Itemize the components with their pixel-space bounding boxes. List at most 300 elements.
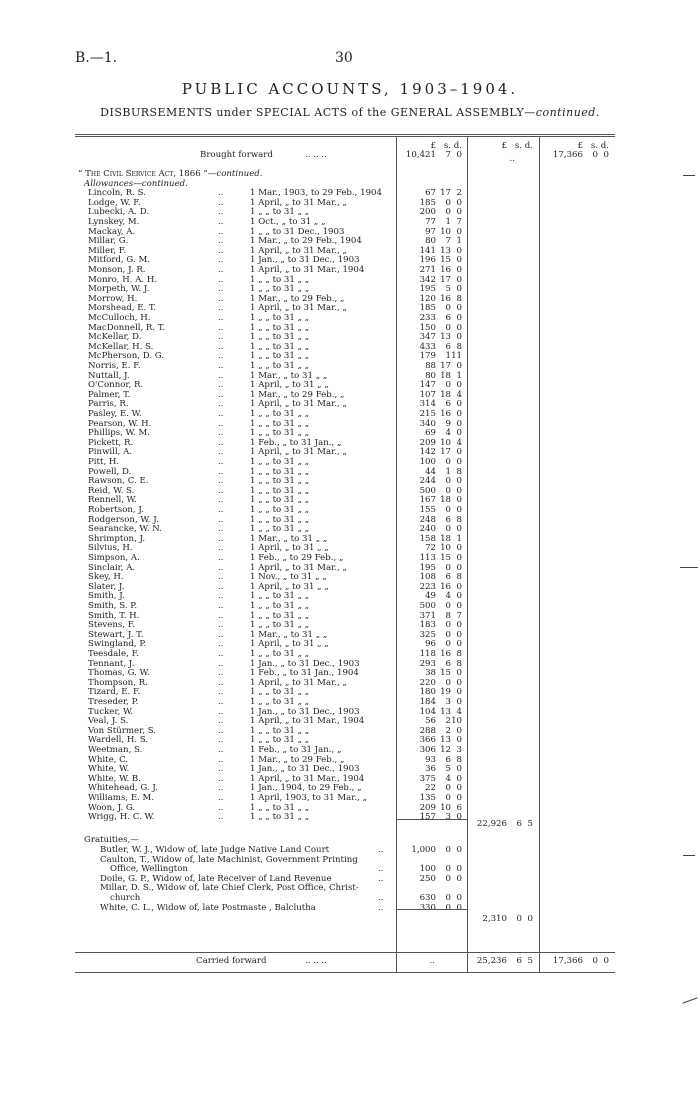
allowance-recipient: MacDonnell, R. T. — [88, 322, 166, 333]
column-header-shillings: s. — [590, 141, 598, 151]
allowance-amount: 375 — [419, 773, 436, 784]
allowance-amount: 3 — [445, 812, 451, 823]
allowance-amount: 6 — [445, 572, 451, 583]
allowance-period: 1 Mar., „ to 29 Feb., 1904 — [250, 236, 362, 247]
leader-dots: .. — [218, 601, 224, 611]
allowance-amount: 8 — [456, 514, 462, 525]
allowance-amount: 0 — [456, 677, 462, 688]
leader-dots: .. — [218, 236, 224, 247]
allowance-amount: 347 — [419, 332, 436, 343]
gratuity-amount: 0 — [456, 902, 462, 913]
gratuity-amount: 0 — [445, 902, 451, 913]
allowance-period: 1 April, „ to 31 Mar., „ — [250, 447, 347, 458]
allowance-period: 1 „ „ to 31 „ „ — [250, 812, 310, 823]
leader-dots: .. — [218, 783, 224, 794]
allowance-period: 1 „ „ to 31 „ „ — [250, 274, 310, 285]
allowance-amount: 0 — [456, 313, 462, 323]
allowance-recipient: Simpson, A. — [88, 553, 140, 563]
allowance-recipient: Pinwill, A. — [88, 447, 133, 458]
allowance-amount: 195 — [419, 284, 436, 295]
allowance-amount: 0 — [445, 380, 451, 391]
allowance-recipient: Robertson, J. — [88, 505, 144, 515]
allowance-period: 1 „ „ to 31 „ „ — [250, 418, 310, 429]
allowance-amount: 0 — [456, 697, 462, 707]
leader-dots: .. — [378, 873, 384, 884]
allowance-period: 1 „ „ to 31 „ „ — [250, 725, 310, 736]
allowance-amount: 0 — [445, 322, 451, 333]
allowance-amount: 0 — [456, 581, 462, 592]
allowance-amount: 16 — [440, 581, 451, 592]
allowance-period: 1 April, „ to 31 „ „ — [250, 380, 329, 391]
allowance-recipient: Norris, E. F. — [88, 361, 141, 371]
leader-dots: .. — [218, 313, 224, 323]
leader-dots: .. — [218, 812, 224, 823]
allowance-amount: 0 — [445, 457, 451, 467]
allowance-recipient: Silvius, H. — [88, 543, 133, 554]
allowance-recipient: Stevens, F. — [88, 620, 136, 631]
column-rule-2 — [467, 136, 468, 972]
allowance-amount: 1 — [456, 533, 462, 544]
leader-dots: .. — [218, 188, 224, 199]
allowance-recipient: Pasley, E. W. — [88, 409, 142, 419]
allowance-recipient: Williams, E. M. — [88, 793, 155, 803]
allowance-period: 1 „ „ to 31 „ „ — [250, 524, 310, 535]
allowance-amount: 0 — [456, 562, 462, 573]
allowance-amount: 0 — [456, 428, 462, 439]
allowance-period: 1 „ „ to 31 „ „ — [250, 284, 310, 295]
leader-dots: .. — [218, 495, 224, 506]
allowance-amount: 0 — [445, 620, 451, 631]
allowance-amount: 0 — [445, 505, 451, 515]
allowance-amount: 0 — [456, 485, 462, 496]
leader-dots: .. — [378, 845, 384, 855]
subtotal-rule — [397, 909, 467, 910]
leader-dots: .. — [218, 716, 224, 727]
allowance-amount: 167 — [419, 495, 436, 506]
allowance-amount: 0 — [445, 639, 451, 650]
leader-dots: .. — [218, 754, 224, 765]
brought-forward-total: 0 — [592, 150, 598, 160]
column-header-shillings: s. — [443, 141, 451, 151]
allowance-amount: 7 — [456, 610, 462, 621]
allowance-amount: 100 — [419, 457, 436, 467]
allowance-amount: 0 — [456, 361, 462, 371]
allowance-amount: 1 — [445, 466, 451, 477]
allowance-amount: 0 — [456, 793, 462, 803]
allowance-amount: 6 — [445, 754, 451, 765]
allowance-period: 1 „ „ to 31 „ „ — [250, 495, 310, 506]
margin-mark — [680, 567, 698, 568]
allowance-amount: 16 — [440, 409, 451, 419]
gratuity-amount: 0 — [456, 893, 462, 903]
allowance-recipient: Reid, W. S. — [88, 485, 135, 496]
allowance-amount: 10 — [440, 437, 451, 448]
leader-dots: .. — [218, 677, 224, 688]
gratuity-recipient: Millar, D. S., Widow of, late Chief Clerk, Post Office, Christ- — [100, 883, 359, 894]
allowance-amount: 17 — [440, 188, 451, 199]
leader-dots: .. — [218, 706, 224, 717]
allowance-recipient: McCulloch, H. — [88, 313, 151, 323]
allowance-recipient: Weetman, S. — [88, 745, 143, 755]
allowance-amount: 38 — [425, 668, 436, 679]
brought-forward-amount: 10,421 — [405, 150, 436, 160]
allowance-amount: 2 — [445, 725, 451, 736]
leader-dots: .. — [218, 745, 224, 755]
allowance-amount: 5 — [445, 284, 451, 295]
allowance-amount: 0 — [456, 476, 462, 487]
allowance-amount: 108 — [419, 572, 436, 583]
subtitle-main: DISBURSEMENTS under SPECIAL ACTS of the GENERAL ASSEMBLY— — [100, 106, 536, 119]
leader-dots: .. — [218, 284, 224, 295]
leader-dots: .. — [218, 485, 224, 496]
allowance-amount: 15 — [440, 668, 451, 679]
allowance-period: 1 April, 1903, to 31 Mar., „ — [250, 793, 368, 803]
leader-dots: .. — [218, 524, 224, 535]
allowance-amount: 3 — [445, 697, 451, 707]
allowance-amount: 0 — [456, 668, 462, 679]
allowance-amount: 72 — [425, 543, 436, 554]
leader-dots: .. — [218, 303, 224, 314]
column-header-pounds: £ — [577, 141, 583, 151]
table-bottom-rule — [75, 972, 615, 973]
allowance-recipient: Powell, D. — [88, 466, 132, 477]
report-reference: B.—1. — [75, 50, 118, 66]
leader-dots: .. — [218, 629, 224, 640]
gratuities-total: 0 — [527, 914, 533, 925]
allowance-amount: 67 — [425, 188, 436, 199]
allowance-amount: 0 — [456, 226, 462, 237]
allowance-amount: 4 — [445, 773, 451, 784]
leader-dots: .. — [218, 428, 224, 439]
allowance-period: 1 April, „ to 31 Mar., „ — [250, 245, 347, 256]
column-header-pence: d. — [453, 141, 462, 151]
allowance-amount: 8 — [456, 341, 462, 352]
allowance-amount: 16 — [440, 649, 451, 659]
allowance-amount: 3 — [456, 745, 462, 755]
allowance-recipient: Stewart, J. T. — [88, 629, 144, 640]
allowance-recipient: Skey, H. — [88, 572, 124, 583]
allowance-amount: 0 — [456, 591, 462, 602]
allowance-recipient: Mackay, A. — [88, 226, 136, 237]
allowance-amount: 88 — [425, 361, 436, 371]
allowance-amount: 147 — [419, 380, 436, 391]
leader-dots: .. — [218, 418, 224, 429]
gratuity-amount: 0 — [456, 873, 462, 884]
leader-dots: .. — [218, 370, 224, 381]
leader-dots: .. — [218, 197, 224, 208]
brought-forward-amount: 7 — [445, 150, 451, 160]
allowance-amount: 244 — [419, 476, 436, 487]
gratuity-amount: 100 — [419, 864, 436, 875]
allowance-recipient: Palmer, T. — [88, 389, 131, 400]
allowance-amount: 0 — [456, 409, 462, 419]
act-title: “ The Civil Service Act, 1866 ”— — [78, 169, 217, 179]
allowance-recipient: Treseder, P. — [88, 697, 139, 707]
allowance-recipient: Millar, G. — [88, 236, 129, 247]
allowance-amount: 248 — [419, 514, 436, 525]
allowance-amount: 0 — [456, 245, 462, 256]
gratuities-total: 2,310 — [482, 914, 507, 925]
allowance-recipient: McKellar, D. — [88, 332, 142, 343]
allowance-period: 1 „ „ to 31 „ „ — [250, 322, 310, 333]
leader-dots: .. — [218, 447, 224, 458]
leader-dots: .. — [218, 399, 224, 410]
allowance-recipient: Lincoln, R. S. — [88, 188, 146, 199]
allowance-amount: 0 — [456, 629, 462, 640]
allowance-period: 1 „ „ to 31 „ „ — [250, 457, 310, 467]
leader-dots: .. — [218, 322, 224, 333]
allowance-period: 1 Oct., „ to 31 „ „ — [250, 217, 326, 227]
allowance-amount: 9 — [445, 418, 451, 429]
column-header-shillings: s. — [514, 141, 522, 151]
allowance-amount: 5 — [445, 764, 451, 775]
allowance-period: 1 „ „ to 31 Dec., 1903 — [250, 226, 345, 237]
allowance-period: 1 Feb., „ to 31 Jan., „ — [250, 745, 342, 755]
allowance-amount: 0 — [456, 197, 462, 208]
carried-forward-amount: 5 — [527, 956, 533, 966]
allowance-period: 1 Mar., „ to 29 Feb., „ — [250, 293, 345, 304]
allowance-amount: 0 — [456, 725, 462, 736]
allowance-period: 1 Mar., „ to 29 Feb., „ — [250, 389, 345, 400]
allowance-period: 1 „ „ to 31 „ „ — [250, 591, 310, 602]
allowance-amount: 17 — [440, 447, 451, 458]
allowance-amount: 8 — [445, 610, 451, 621]
allowance-amount: 185 — [419, 197, 436, 208]
allowance-amount: 179 — [419, 351, 436, 362]
allowance-amount: 0 — [456, 735, 462, 746]
leader-dots: .. — [218, 476, 224, 487]
leader-dots: .. — [218, 649, 224, 659]
allowance-period: 1 Mar., „ to 29 Feb., „ — [250, 754, 345, 765]
gratuity-amount: 630 — [419, 893, 436, 903]
gratuity-recipient: Doile, G. P., Widow of, late Receiver of Land Revenue — [100, 873, 332, 884]
allowance-period: 1 „ „ to 31 „ „ — [250, 697, 310, 707]
leader-dots: .. — [218, 466, 224, 477]
allowance-amount: 8 — [456, 466, 462, 477]
allowance-amount: 288 — [419, 725, 436, 736]
table-top-rule — [75, 134, 615, 135]
allowance-period: 1 „ „ to 31 „ „ — [250, 802, 310, 813]
allowance-period: 1 „ „ to 31 „ „ — [250, 620, 310, 631]
allowance-period: 1 April, „ to 31 Mar., „ — [250, 677, 347, 688]
allowance-amount: 0 — [456, 274, 462, 285]
allowance-recipient: Smith, J. — [88, 591, 125, 602]
leader-dots: .. .. .. — [305, 150, 327, 160]
leader-dots: .. — [218, 802, 224, 813]
allowance-period: 1 „ „ to 31 „ „ — [250, 687, 310, 698]
allowance-amount: 17 — [440, 361, 451, 371]
allowance-amount: 0 — [456, 380, 462, 391]
allowance-amount: 6 — [445, 514, 451, 525]
gratuity-amount: 0 — [445, 864, 451, 875]
allowance-period: 1 „ „ to 31 „ „ — [250, 476, 310, 487]
allowance-amount: 107 — [419, 389, 436, 400]
allowance-period: 1 April, „ to 31 „ „ — [250, 543, 329, 554]
allowance-recipient: McPherson, D. G. — [88, 351, 165, 362]
allowance-period: 1 April, „ to 31 Mar., 1904 — [250, 773, 365, 784]
carried-forward-amount: 6 — [516, 956, 522, 966]
leader-dots: .. — [218, 687, 224, 698]
allowance-amount: 0 — [456, 457, 462, 467]
allowance-amount: 13 — [440, 245, 451, 256]
allowance-amount: 271 — [419, 265, 436, 275]
gratuity-amount: 330 — [419, 902, 436, 913]
allowance-amount: 13 — [440, 332, 451, 343]
allowance-recipient: Pickett, R. — [88, 437, 134, 448]
allowance-recipient: Miller, F. — [88, 245, 127, 256]
allowance-recipient: White, C. — [88, 754, 129, 765]
leader-dots: .. — [218, 725, 224, 736]
allowance-recipient: Wrigg, H. C. W. — [88, 812, 155, 823]
allowance-amount: 6 — [445, 658, 451, 669]
allowance-period: 1 April, „ to 31 Mar., „ — [250, 399, 347, 410]
allowance-amount: 293 — [419, 658, 436, 669]
allowance-amount: 6 — [445, 313, 451, 323]
gratuity-recipient: Butler, W. J., Widow of, late Judge Native Land Court — [100, 845, 330, 855]
allowance-amount: 0 — [445, 524, 451, 535]
allowance-amount: 69 — [425, 428, 436, 439]
allowance-recipient: Pearson, W. H. — [88, 418, 152, 429]
gratuities-heading: Gratuities,— — [84, 835, 139, 846]
allowance-amount: 0 — [445, 601, 451, 611]
page-subtitle — [0, 106, 700, 119]
allowance-amount: 0 — [456, 524, 462, 535]
allowance-amount: 16 — [440, 265, 451, 275]
leader-dots: .. — [218, 457, 224, 467]
allowance-period: 1 „ „ to 31 „ „ — [250, 332, 310, 343]
leader-dots: .. — [218, 735, 224, 746]
leader-dots: .. — [218, 505, 224, 515]
allowance-amount: 0 — [456, 255, 462, 266]
allowance-amount: 1 — [456, 236, 462, 247]
gratuity-amount: 0 — [445, 893, 451, 903]
allowance-amount: 142 — [419, 447, 436, 458]
allowance-amount: 18 — [440, 389, 451, 400]
allowance-recipient: Von Stürmer, S. — [88, 725, 157, 736]
allowance-recipient: McKellar, H. S. — [88, 341, 154, 352]
column-header-pounds: £ — [430, 141, 436, 151]
leader-dots: .. — [218, 793, 224, 803]
allowance-recipient: Morpeth, W. J. — [88, 284, 150, 295]
allowance-amount: 0 — [445, 629, 451, 640]
allowance-amount: 17 — [440, 274, 451, 285]
allowance-period: 1 Jan., „ to 31 Dec., 1903 — [250, 255, 360, 266]
carried-forward-total: 0 — [592, 956, 598, 966]
allowance-period: 1 April, „ to 31 Mar., 1904 — [250, 265, 365, 275]
allowance-period: 1 „ „ to 31 „ „ — [250, 610, 310, 621]
allowance-recipient: Wardell, H. S. — [88, 735, 149, 746]
allowance-amount: 209 — [419, 437, 436, 448]
allowance-amount: 0 — [445, 207, 451, 218]
allowance-period: 1 Feb., „ to 31 Jan., 1904 — [250, 668, 359, 679]
leader-dots: .. — [378, 902, 384, 913]
allowance-amount: 0 — [456, 639, 462, 650]
allowance-recipient: White, W. — [88, 764, 130, 775]
allowance-amount: 8 — [456, 658, 462, 669]
allowance-recipient: Rennell, W. — [88, 495, 137, 506]
leader-dots: .. — [218, 581, 224, 592]
leader-dots: .. — [218, 361, 224, 371]
allowance-recipient: Mitford, G. M. — [88, 255, 150, 266]
allowance-amount: 4 — [445, 428, 451, 439]
leader-dots: .. — [218, 610, 224, 621]
allowance-amount: 0 — [456, 553, 462, 563]
allowance-period: 1 Feb., „ to 31 Jan., „ — [250, 437, 342, 448]
allowance-amount: 80 — [425, 370, 436, 381]
allowance-period: 1 „ „ to 31 „ „ — [250, 466, 310, 477]
allowance-amount: 6 — [445, 341, 451, 352]
allowance-amount: 96 — [425, 639, 436, 650]
column-header-pounds: £ — [501, 141, 507, 151]
gratuity-recipient: Caulton, T., Widow of, late Machinist, Government Printing — [100, 854, 358, 865]
allowance-amount: 4 — [456, 437, 462, 448]
allowance-period: 1 „ „ to 31 „ „ — [250, 735, 310, 746]
allowance-amount: 1 — [445, 351, 451, 362]
allowance-period: 1 „ „ to 31 „ „ — [250, 485, 310, 496]
allowance-recipient: Tennant, J. — [88, 658, 135, 669]
allowance-amount: 44 — [425, 466, 436, 477]
allowance-amount: 366 — [419, 735, 436, 746]
carried-forward-total: 0 — [603, 956, 609, 966]
allowance-period: 1 „ „ to 31 „ „ — [250, 341, 310, 352]
allowance-amount: 4 — [445, 591, 451, 602]
allowance-amount: 183 — [419, 620, 436, 631]
leader-dots: .. — [218, 773, 224, 784]
allowance-amount: 0 — [456, 773, 462, 784]
subtitle-continued: continued. — [535, 106, 600, 119]
allowance-amount: 196 — [419, 255, 436, 266]
subtotal-rule — [397, 819, 467, 820]
allowance-amount: 18 — [440, 495, 451, 506]
allowance-period: 1 „ „ to 31 „ „ — [250, 601, 310, 611]
allowance-period: 1 „ „ to 31 „ „ — [250, 409, 310, 419]
allowance-amount: 18 — [440, 370, 451, 381]
allowance-amount: 8 — [456, 572, 462, 583]
leader-dots: .. — [218, 697, 224, 707]
allowance-recipient: Monson, J. R. — [88, 265, 146, 275]
allowance-amount: 325 — [419, 629, 436, 640]
allowance-period: 1 April, „ to 31 „ „ — [250, 639, 329, 650]
allowance-amount: 215 — [419, 409, 436, 419]
allowance-recipient: Teesdale, F. — [88, 649, 139, 659]
allowance-recipient: White, W. B. — [88, 773, 141, 784]
allowance-recipient: Rawson, C. E. — [88, 476, 149, 487]
allowance-amount: 340 — [419, 418, 436, 429]
gratuity-amount: 250 — [419, 873, 436, 884]
brought-forward-total: 17,366 — [552, 150, 583, 160]
allowance-amount: 0 — [456, 601, 462, 611]
allowance-amount: 0 — [445, 197, 451, 208]
leader-dots: .. — [218, 341, 224, 352]
margin-mark — [683, 175, 695, 176]
allowance-amount: 8 — [456, 754, 462, 765]
allowance-amount: 158 — [419, 533, 436, 544]
allowance-amount: 0 — [445, 783, 451, 794]
allowance-recipient: Sinclair, A. — [88, 562, 136, 573]
allowance-amount: 209 — [419, 802, 436, 813]
leader-dots: .. — [218, 409, 224, 419]
allowances-heading: Allowances—continued. — [84, 178, 188, 189]
carried-forward-rule — [75, 952, 615, 953]
allowance-amount: 77 — [425, 217, 436, 227]
carried-forward-total: 17,366 — [552, 956, 583, 966]
allowance-amount: 12 — [440, 745, 451, 755]
leader-dots: .. — [218, 207, 224, 218]
allowance-amount: 16 — [440, 293, 451, 304]
allowance-recipient: Whitehead, G. J. — [88, 783, 158, 794]
brought-forward-label: Brought forward — [200, 150, 273, 160]
column-header-pence: d. — [524, 141, 533, 151]
